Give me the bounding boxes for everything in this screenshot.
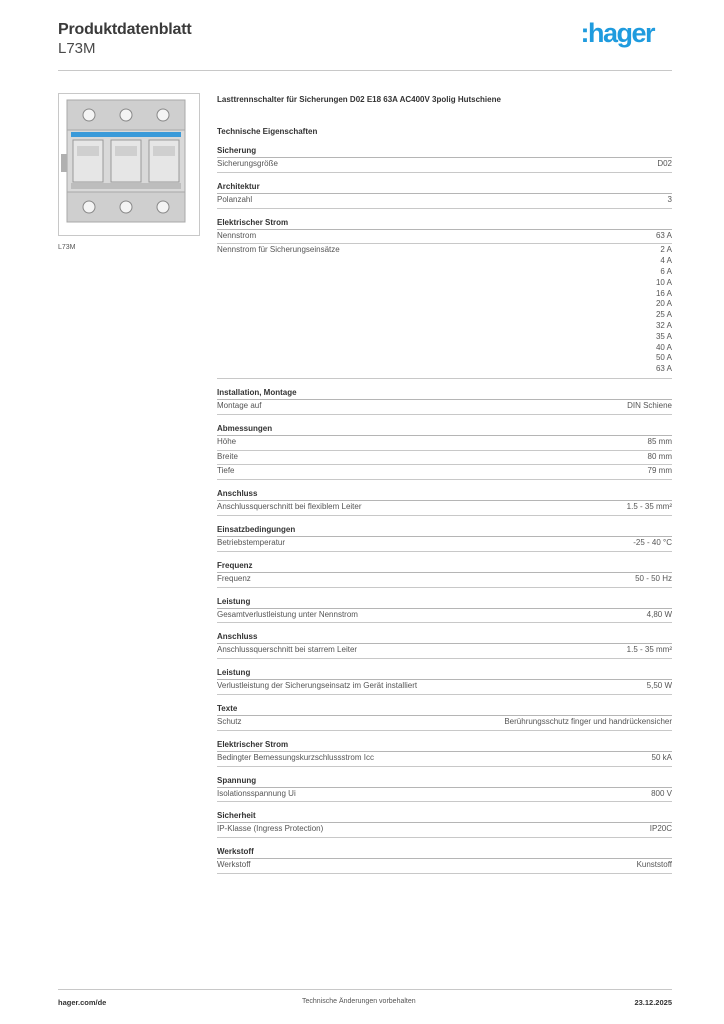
spec-group	[217, 846, 672, 874]
spec-group	[217, 596, 672, 624]
spec-label: Verlustleistung der Sicherungseinsatz im Gerät installiert	[217, 681, 418, 691]
spec-group-title: Architektur	[217, 181, 672, 194]
spec-value	[647, 681, 672, 692]
spec-group	[217, 524, 672, 552]
spec-value	[650, 824, 672, 835]
spec-value-item: 63 A	[655, 230, 672, 240]
spec-label: Isolationsspannung Ui	[217, 788, 296, 798]
spec-value-item: 1.5 - 35 mm²	[626, 502, 672, 512]
spec-groups	[217, 145, 672, 874]
spec-row	[217, 244, 672, 379]
spec-label: IP-Klasse (Ingress Protection)	[217, 824, 324, 834]
technical-properties-heading: Technische Eigenschaften	[217, 127, 318, 136]
spec-group-title: Leistung	[217, 596, 672, 609]
document-title: Produktdatenblatt	[58, 21, 192, 38]
spec-row	[217, 644, 672, 659]
spec-group	[217, 810, 672, 838]
spec-value	[648, 437, 672, 448]
spec-group-title: Abmessungen	[217, 423, 672, 436]
spec-group-title: Elektrischer Strom	[217, 739, 672, 752]
spec-label: Werkstoff	[217, 860, 251, 870]
spec-group	[217, 387, 672, 415]
spec-value-item: 3	[667, 194, 672, 204]
spec-value	[627, 502, 672, 513]
spec-label: Bedingter Bemessungskurzschlussstrom Icc	[217, 752, 374, 762]
spec-label: Polanzahl	[217, 194, 253, 204]
spec-group	[217, 703, 672, 731]
spec-value-item: 2 A	[660, 245, 672, 255]
spec-group	[217, 488, 672, 516]
spec-label: Höhe	[217, 436, 237, 446]
switch-disconnector-illustration	[59, 94, 199, 235]
spec-value-item: 50 kA	[651, 752, 672, 762]
spec-row	[217, 230, 672, 245]
spec-row	[217, 859, 672, 874]
spec-label: Sicherungsgröße	[217, 159, 278, 168]
spec-value-item: 50 - 50 Hz	[635, 573, 672, 583]
spec-label: Gesamtverlustleistung unter Nennstrom	[217, 609, 358, 619]
spec-group	[217, 775, 672, 803]
spec-row	[217, 823, 672, 838]
spec-value-item: 85 mm	[647, 436, 672, 446]
spec-label: Betriebstemperatur	[217, 537, 286, 547]
spec-value	[651, 789, 672, 800]
spec-value-item: Kunststoff	[636, 860, 672, 870]
product-code: L73M	[58, 40, 96, 57]
footer-website: hager.com/de	[58, 998, 107, 1007]
spec-value	[635, 574, 672, 585]
spec-label: Nennstrom für Sicherungseinsätze	[217, 245, 340, 255]
page-header	[58, 18, 672, 70]
spec-row	[217, 501, 672, 516]
spec-value	[668, 195, 672, 206]
spec-value	[656, 231, 672, 242]
spec-group	[217, 560, 672, 588]
spec-group-title: Sicherung	[217, 145, 672, 158]
spec-group-title: Texte	[217, 703, 672, 716]
spec-label: Montage auf	[217, 400, 262, 410]
spec-row	[217, 451, 672, 466]
spec-label: Nennstrom	[217, 230, 257, 240]
spec-group	[217, 145, 672, 173]
spec-label: Schutz	[217, 716, 242, 726]
spec-label: Frequenz	[217, 573, 251, 583]
spec-label: Anschlussquerschnitt bei starrem Leiter	[217, 645, 358, 655]
spec-group	[217, 739, 672, 767]
spec-label: Anschlussquerschnitt bei flexiblem Leiter	[217, 502, 362, 512]
spec-value-item: 4,80 W	[646, 609, 672, 619]
spec-row	[217, 716, 672, 731]
spec-value-item: 79 mm	[647, 466, 672, 476]
spec-value-item: 40 A	[655, 342, 672, 352]
spec-value-item: IP20C	[649, 824, 672, 834]
spec-value	[504, 717, 672, 728]
spec-value-item: 10 A	[655, 277, 672, 287]
spec-group	[217, 631, 672, 659]
spec-value	[648, 466, 672, 477]
spec-value-item: 20 A	[655, 299, 672, 309]
spec-content	[217, 95, 672, 874]
spec-row	[217, 788, 672, 803]
hager-logo: :hager	[580, 18, 654, 48]
spec-value	[633, 538, 672, 549]
spec-value	[656, 245, 672, 375]
spec-row	[217, 465, 672, 480]
spec-row	[217, 537, 672, 552]
spec-value-item: 50 A	[655, 353, 672, 363]
spec-row	[217, 158, 672, 173]
spec-value-item: DIN Schiene	[627, 400, 672, 410]
footer-divider	[58, 989, 672, 990]
header-divider	[58, 70, 672, 71]
spec-group-title: Leistung	[217, 667, 672, 680]
spec-row	[217, 436, 672, 451]
spec-value	[627, 401, 672, 412]
spec-value-item: -25 - 40 °C	[633, 537, 672, 547]
spec-group	[217, 181, 672, 209]
spec-group	[217, 423, 672, 480]
spec-group	[217, 667, 672, 695]
spec-value-item: 32 A	[655, 320, 672, 330]
spec-value	[647, 610, 672, 621]
product-description: Lasttrennschalter für Sicherungen D02 E18 63A AC400V 3polig Hutschiene	[217, 95, 501, 104]
spec-group-title: Anschluss	[217, 631, 672, 644]
spec-row	[217, 752, 672, 767]
spec-value-item: 63 A	[655, 364, 672, 374]
spec-value-item: 4 A	[660, 256, 672, 266]
spec-row	[217, 194, 672, 209]
spec-group-title: Spannung	[217, 775, 672, 788]
spec-value	[637, 860, 672, 871]
spec-group-title: Werkstoff	[217, 846, 672, 859]
spec-group-title: Elektrischer Strom	[217, 217, 672, 230]
spec-row	[217, 680, 672, 695]
spec-group-title: Anschluss	[217, 488, 672, 501]
spec-group-title: Sicherheit	[217, 810, 672, 823]
spec-group-title: Einsatzbedingungen	[217, 524, 672, 537]
spec-value	[648, 452, 672, 463]
spec-label: Breite	[217, 451, 238, 461]
spec-label: Tiefe	[217, 466, 235, 476]
spec-value-item: 1.5 - 35 mm²	[626, 645, 672, 655]
spec-value-item: 800 V	[651, 788, 672, 798]
spec-value	[652, 753, 672, 764]
spec-row	[217, 609, 672, 624]
spec-value-item: D02	[657, 159, 672, 168]
spec-value-item: 6 A	[660, 266, 672, 276]
spec-value-item: 25 A	[655, 310, 672, 320]
spec-value	[627, 645, 672, 656]
spec-value-item: 16 A	[655, 288, 672, 298]
spec-group-title: Frequenz	[217, 560, 672, 573]
spec-value-item: 5,50 W	[646, 681, 672, 691]
footer-date: 23.12.2025	[634, 998, 672, 1007]
image-caption: L73M	[58, 244, 76, 251]
spec-row	[217, 400, 672, 415]
spec-value-item: 80 mm	[647, 451, 672, 461]
spec-value-item: 35 A	[655, 331, 672, 341]
product-image	[58, 93, 200, 236]
spec-group	[217, 217, 672, 379]
spec-value	[657, 159, 672, 170]
spec-value-item: Berührungsschutz finger und handrückensicher	[504, 716, 672, 726]
spec-row	[217, 573, 672, 588]
spec-group-title: Installation, Montage	[217, 387, 672, 400]
footer-notice: Technische Änderungen vorbehalten	[302, 998, 416, 1005]
